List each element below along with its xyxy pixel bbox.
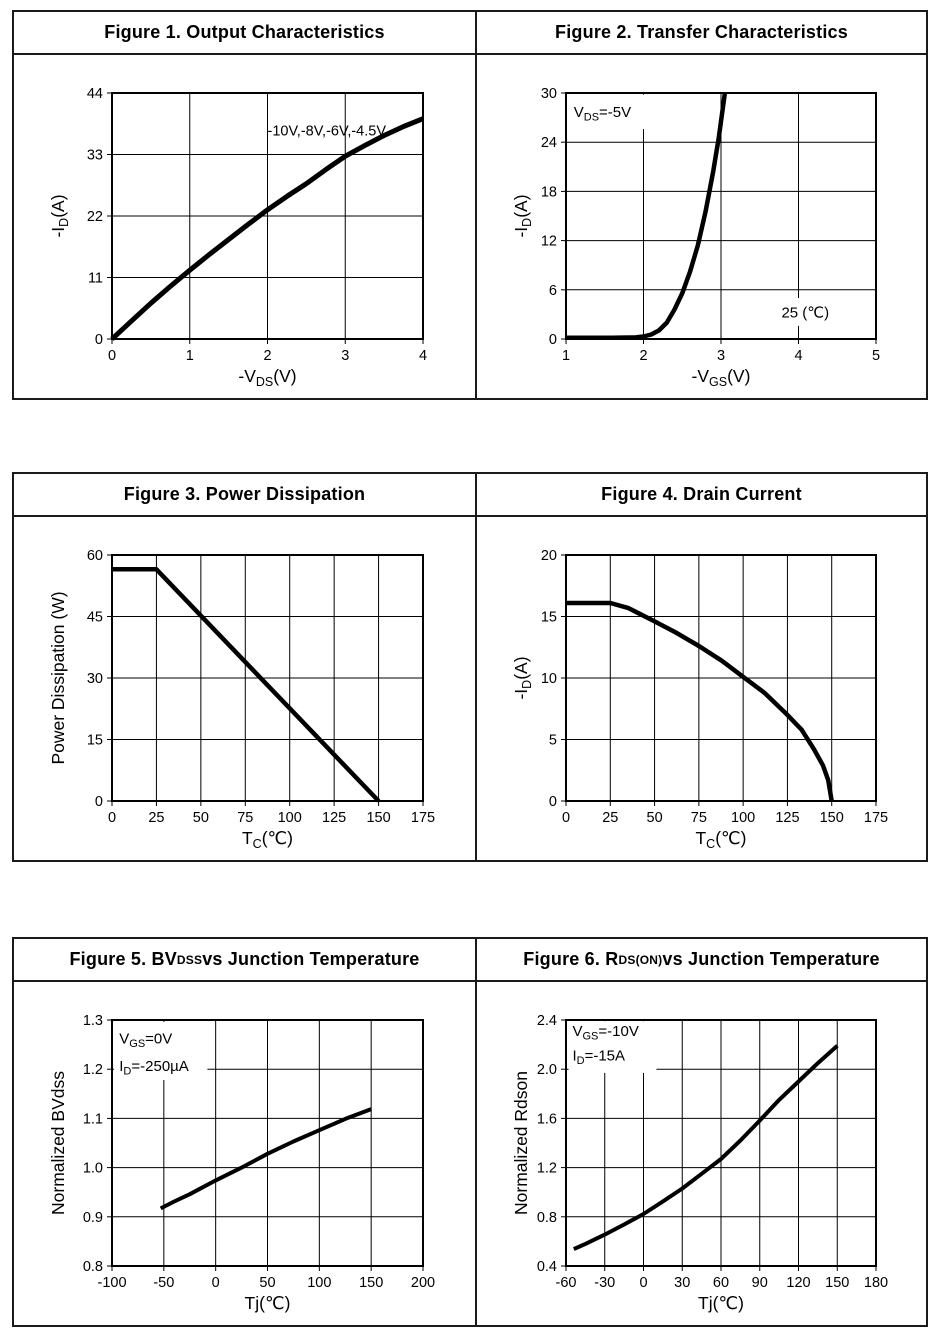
- x-tick-label: 100: [277, 810, 302, 826]
- x-tick-label: 60: [712, 1275, 730, 1291]
- y-tick-label: 15: [86, 732, 103, 749]
- y-tick-label: 0.9: [82, 1209, 103, 1226]
- figure2-title: [477, 12, 926, 55]
- y-tick-label: 15: [540, 609, 557, 626]
- x-axis-label: Tj(℃): [244, 1293, 291, 1313]
- chart-transfer-characteristics: [477, 55, 926, 398]
- chart-drain-current: [477, 517, 926, 860]
- y-tick-label: 1.2: [82, 1062, 103, 1079]
- plot-annotation: 25 (℃): [781, 304, 830, 322]
- y-tick-label: 5: [548, 732, 557, 749]
- x-tick-label: 30: [674, 1275, 691, 1291]
- y-axis-label: $-I_D(A)$: [511, 194, 534, 238]
- y-axis-label: Normalized BVdss: [48, 1071, 68, 1215]
- x-axis-label: Tj(℃): [698, 1293, 744, 1313]
- y-axis-label: $-I_D(A)$: [48, 194, 71, 238]
- figure6-title: [477, 939, 926, 982]
- figure-table-row2: [12, 472, 928, 862]
- x-tick-label: 2: [639, 348, 648, 364]
- y-tick-label: 11: [87, 270, 103, 287]
- x-tick-label: 175: [410, 810, 436, 826]
- x-tick-label: 150: [825, 1275, 850, 1291]
- y-tick-label: 20: [540, 548, 557, 564]
- figure3-title: [14, 474, 477, 517]
- y-tick-label: 30: [86, 671, 103, 687]
- plot-annotation: $V_{GS}=-10V$: [572, 1022, 639, 1043]
- figure-title-text: Figure 5. BV: [69, 949, 177, 969]
- y-tick-label: 18: [540, 184, 557, 201]
- figure-title-subscript: DS(ON): [618, 952, 663, 967]
- plot-annotation: $I_D=-250\mu A$: [119, 1058, 189, 1078]
- y-tick-label: 60: [86, 548, 103, 564]
- figure1-title: [14, 12, 477, 55]
- figure-title-text: vs Junction Temperature: [662, 949, 880, 969]
- x-tick-label: 0: [107, 348, 117, 364]
- x-tick-label: 75: [237, 810, 254, 826]
- x-tick-label: 25: [148, 810, 165, 826]
- y-tick-label: 0.8: [536, 1209, 557, 1226]
- y-tick-label: 1.1: [82, 1111, 103, 1128]
- figure-title-text: Figure 3. Power Dissipation: [123, 484, 366, 504]
- y-tick-label: 44: [86, 86, 103, 102]
- x-tick-label: -30: [594, 1275, 616, 1291]
- x-tick-label: 50: [646, 810, 663, 826]
- x-axis-label: $T_C(℃)$: [241, 828, 294, 851]
- figure-title-text: vs Junction Temperature: [202, 949, 420, 969]
- y-tick-label: 0: [94, 794, 103, 810]
- x-tick-label: 3: [716, 348, 726, 364]
- x-tick-label: 4: [418, 348, 428, 364]
- series-curve: [161, 1109, 372, 1208]
- y-tick-label: 2.0: [536, 1062, 557, 1079]
- y-axis-label: Power Dissipation (W): [48, 591, 68, 765]
- figure1-panel: [14, 55, 477, 398]
- x-tick-label: 200: [410, 1275, 436, 1291]
- x-tick-label: 120: [786, 1275, 811, 1291]
- x-tick-label: 100: [307, 1275, 332, 1291]
- y-tick-label: 0: [548, 332, 557, 348]
- y-axis-label: $-I_D(A)$: [511, 656, 534, 700]
- y-tick-label: 12: [540, 233, 557, 250]
- figure-title-subscript: DSS: [176, 952, 203, 967]
- x-tick-label: 150: [819, 810, 844, 826]
- x-tick-label: 150: [366, 810, 391, 826]
- y-tick-label: 45: [86, 609, 103, 626]
- y-tick-label: 6: [548, 282, 557, 299]
- plot-annotation: $V_{DS}=-5V$: [573, 103, 632, 124]
- x-tick-label: 125: [322, 810, 347, 826]
- figure2-panel: [477, 55, 926, 398]
- plot-annotation: -10V,-8V,-6V,-4.5V: [267, 123, 387, 140]
- x-tick-label: 175: [863, 810, 889, 826]
- x-tick-label: 75: [690, 810, 707, 826]
- series-curve: [566, 93, 725, 338]
- y-tick-label: 0: [94, 332, 103, 348]
- figure5-panel: [14, 982, 477, 1325]
- y-tick-label: 2.4: [536, 1013, 557, 1029]
- chart-output-characteristics: [14, 55, 475, 398]
- figure-title-text: Figure 4. Drain Current: [601, 484, 802, 504]
- y-tick-label: 1.3: [82, 1013, 103, 1029]
- figure6-panel: [477, 982, 926, 1325]
- figure-title-text: Figure 2. Transfer Characteristics: [555, 22, 848, 42]
- x-tick-label: 5: [871, 348, 881, 364]
- figure4-title: [477, 474, 926, 517]
- x-tick-label: 1: [561, 348, 571, 364]
- x-tick-label: 100: [731, 810, 756, 826]
- x-tick-label: -50: [153, 1275, 175, 1291]
- x-tick-label: 0: [211, 1275, 220, 1291]
- x-tick-label: 0: [639, 1275, 648, 1291]
- x-axis-label: $-V_{GS}(V)$: [691, 366, 751, 389]
- chart-power-dissipation: [14, 517, 475, 860]
- y-tick-label: 30: [540, 86, 557, 102]
- x-tick-label: 0: [107, 810, 117, 826]
- x-tick-label: 150: [359, 1275, 384, 1291]
- series-curve: [574, 1046, 838, 1249]
- x-tick-label: 50: [192, 810, 209, 826]
- y-tick-label: 24: [540, 135, 557, 152]
- x-tick-label: 90: [751, 1275, 768, 1291]
- plot-annotation: $V_{GS}=0V$: [119, 1030, 173, 1051]
- y-tick-label: 22: [86, 209, 103, 225]
- figure-title-text: Figure 6. R: [523, 949, 619, 969]
- y-tick-label: 1.0: [82, 1160, 103, 1177]
- x-tick-label: 0: [561, 810, 571, 826]
- x-tick-label: 25: [602, 810, 619, 826]
- figure-table-row3: [12, 937, 928, 1327]
- x-axis-label: $-V_{DS}(V)$: [238, 366, 297, 389]
- chart-rdson-vs-tj: [477, 982, 926, 1325]
- x-tick-label: 180: [863, 1275, 889, 1291]
- y-tick-label: 33: [86, 147, 103, 164]
- y-tick-label: 1.6: [536, 1111, 557, 1128]
- plot-annotation: $I_D=-15A$: [572, 1047, 626, 1068]
- x-tick-label: 4: [794, 348, 803, 364]
- x-tick-label: 50: [259, 1275, 276, 1291]
- y-tick-label: 1.2: [536, 1160, 557, 1177]
- figure-title-text: Figure 1. Output Characteristics: [104, 22, 385, 42]
- y-axis-label: Normalized Rdson: [511, 1071, 531, 1215]
- x-tick-label: -60: [555, 1275, 577, 1291]
- figure-table-row1: [12, 10, 928, 400]
- y-tick-label: 0.4: [536, 1259, 557, 1275]
- figure3-panel: [14, 517, 477, 860]
- x-tick-label: 1: [185, 348, 194, 364]
- x-tick-label: 2: [263, 348, 272, 364]
- y-tick-label: 0.8: [82, 1259, 103, 1275]
- x-tick-label: 125: [775, 810, 800, 826]
- figure5-title: [14, 939, 477, 982]
- figure4-panel: [477, 517, 926, 860]
- y-tick-label: 0: [548, 794, 557, 810]
- y-tick-label: 10: [540, 671, 557, 687]
- chart-bvdss-vs-tj: [14, 982, 475, 1325]
- x-tick-label: 3: [341, 348, 350, 364]
- x-axis-label: $T_C(℃)$: [695, 828, 747, 851]
- x-tick-label: -100: [97, 1275, 127, 1291]
